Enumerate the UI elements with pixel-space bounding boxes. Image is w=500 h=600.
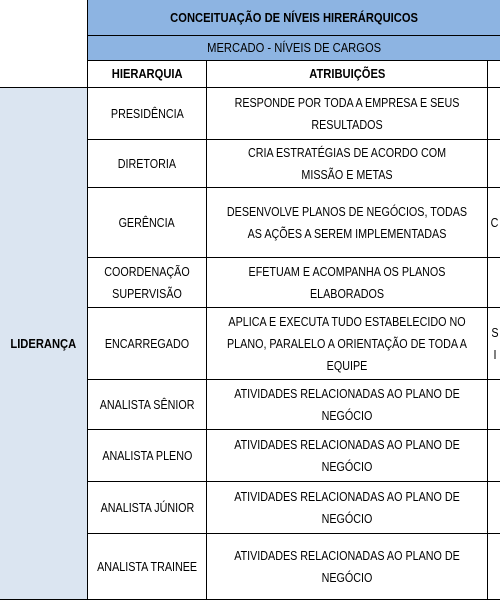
hierarchy-cell: COORDENAÇÃO SUPERVISÃO	[88, 258, 207, 308]
hierarchy-cell: DIRETORIA	[88, 140, 207, 188]
attribution-cell: ATIVIDADES RELACIONADAS AO PLANO DE NEGÓCIO	[207, 380, 488, 430]
extra-column-cell	[488, 258, 500, 308]
attribution-cell: CRIA ESTRATÉGIAS DE ACORDO COM MISSÃO E METAS	[207, 140, 488, 188]
attribution-cell: ATIVIDADES RELACIONADAS AO PLANO DE NEGÓCIO	[207, 430, 488, 482]
extra-column-cell	[488, 380, 500, 430]
column-header-hierarquia: HIERARQUIA	[88, 61, 207, 88]
extra-column-cell	[488, 140, 500, 188]
extra-column-cell	[488, 534, 500, 600]
group-label-lideranca: LIDERANÇA	[0, 88, 88, 600]
column-header-extra	[488, 61, 500, 88]
hierarchy-cell: PRESIDÊNCIA	[88, 88, 207, 140]
hierarchy-cell: ANALISTA JÚNIOR	[88, 482, 207, 534]
extra-column-cell: S I	[488, 308, 500, 380]
attribution-cell: DESENVOLVE PLANOS DE NEGÓCIOS, TODAS AS AÇÕES A SEREM IMPLEMENTADAS	[207, 188, 488, 258]
hierarchy-cell: ANALISTA SÊNIOR	[88, 380, 207, 430]
attribution-cell: ATIVIDADES RELACIONADAS AO PLANO DE NEGÓCIO	[207, 482, 488, 534]
hierarchy-cell: ANALISTA TRAINEE	[88, 534, 207, 600]
column-header-atribuicoes: ATRIBUIÇÕES	[207, 61, 488, 88]
extra-column-cell: C	[488, 188, 500, 258]
blank-corner-cell	[0, 0, 88, 88]
attribution-cell: ATIVIDADES RELACIONADAS AO PLANO DE NEGÓCIO	[207, 534, 488, 600]
attribution-cell: EFETUAM E ACOMPANHA OS PLANOS ELABORADOS	[207, 258, 488, 308]
hierarchy-cell: ENCARREGADO	[88, 308, 207, 380]
sheet-subtitle: MERCADO - NÍVEIS DE CARGOS	[88, 36, 500, 61]
extra-column-cell	[488, 482, 500, 534]
attribution-cell: APLICA E EXECUTA TUDO ESTABELECIDO NO PLANO, PARALELO A ORIENTAÇÃO DE TODA A EQUIPE	[207, 308, 488, 380]
attribution-cell: RESPONDE POR TODA A EMPRESA E SEUS RESULTADOS	[207, 88, 488, 140]
hierarchy-cell: GERÊNCIA	[88, 188, 207, 258]
sheet-title: CONCEITUAÇÃO DE NÍVEIS HIRERÁRQUICOS	[88, 0, 500, 36]
extra-column-cell	[488, 430, 500, 482]
extra-column-cell	[488, 88, 500, 140]
hierarchy-cell: ANALISTA PLENO	[88, 430, 207, 482]
